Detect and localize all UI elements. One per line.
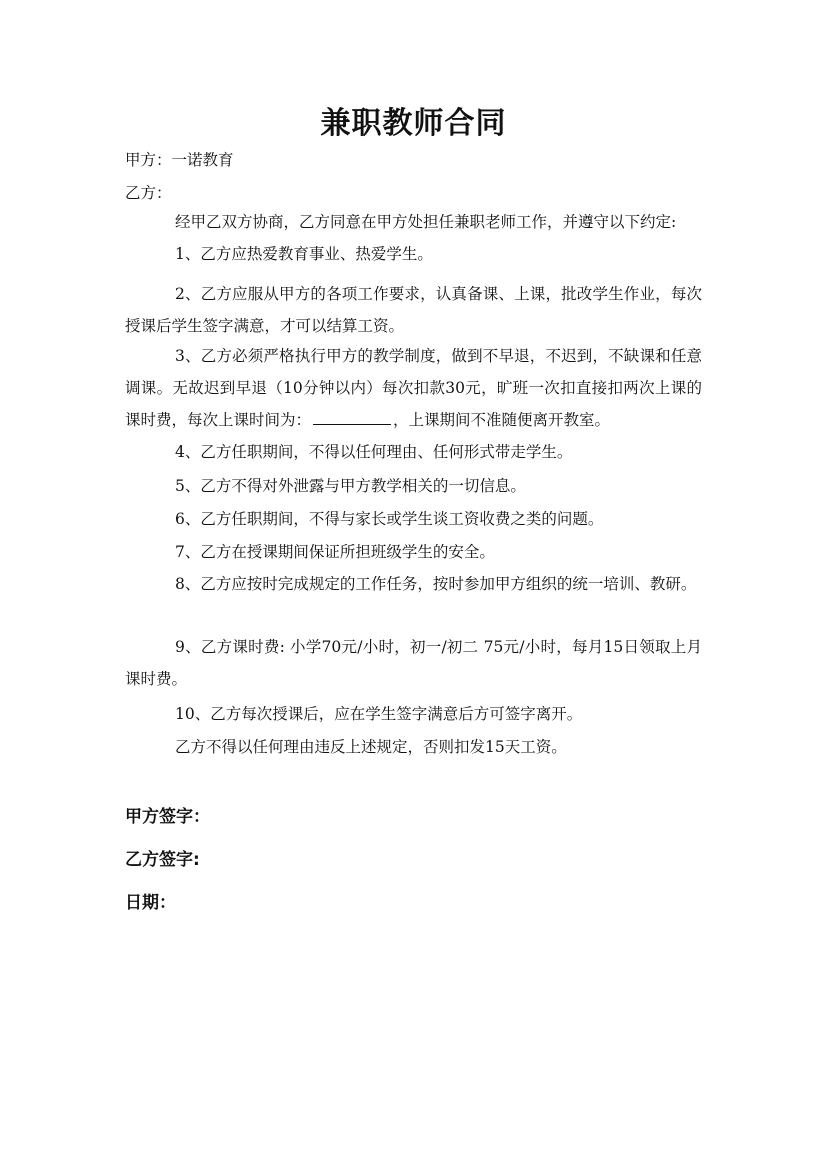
clause-7: 7、乙方在授课期间保证所担班级学生的安全。 <box>175 543 495 561</box>
document-title: 兼职教师合同 <box>320 106 507 141</box>
party-b-signature-label: 乙方签字: <box>125 850 200 870</box>
clause-1: 1、乙方应热爱教育事业、热爱学生。 <box>175 245 433 263</box>
clause-4: 4、乙方任职期间，不得以任何理由、任何形式带走学生。 <box>175 443 573 461</box>
clause-8: 8、乙方应按时完成规定的工作任务，按时参加甲方组织的统一培训、教研。 <box>175 575 697 593</box>
clause-10: 10、乙方每次授课后，应在学生签字满意后方可签字离开。 <box>175 705 583 723</box>
clause-5: 5、乙方不得对外泄露与甲方教学相关的一切信息。 <box>175 477 526 495</box>
clause-3-tail: ，上课期间不准随便离开教室。 <box>393 411 611 429</box>
clause-9: 9、乙方课时费: 小学70元/小时，初一/初二 75元/小时，每月15日领取上月课时费。 <box>125 638 702 688</box>
party-a-line: 甲方：一诺教育 <box>125 151 234 169</box>
date-label: 日期： <box>125 893 176 913</box>
clause-3-text: 3、乙方必须严格执行甲方的教学制度，做到不早退，不迟到，不缺课和任意调课。无故迟到早退（10分钟以内）每次扣款30元，旷班一次扣直接扣两次上课的课时费，每次上课时间为： <box>125 347 702 429</box>
intro-paragraph: 经甲乙双方协商，乙方同意在甲方处担任兼职老师工作，并遵守以下约定: <box>175 213 677 231</box>
clause-3 <box>125 340 702 436</box>
closing-paragraph: 乙方不得以任何理由违反上述规定，否则扣发15天工资。 <box>175 738 567 756</box>
clause-2: 2、乙方应服从甲方的各项工作要求，认真备课、上课，批改学生作业，每次授课后学生签字满意，才可以结算工资。 <box>125 285 702 335</box>
party-a-signature-label: 甲方签字： <box>125 807 210 827</box>
clause-6: 6、乙方任职期间，不得与家长或学生谈工资收费之类的问题。 <box>175 510 604 528</box>
party-b-line: 乙方： <box>125 184 172 202</box>
class-time-blank[interactable] <box>313 410 391 425</box>
